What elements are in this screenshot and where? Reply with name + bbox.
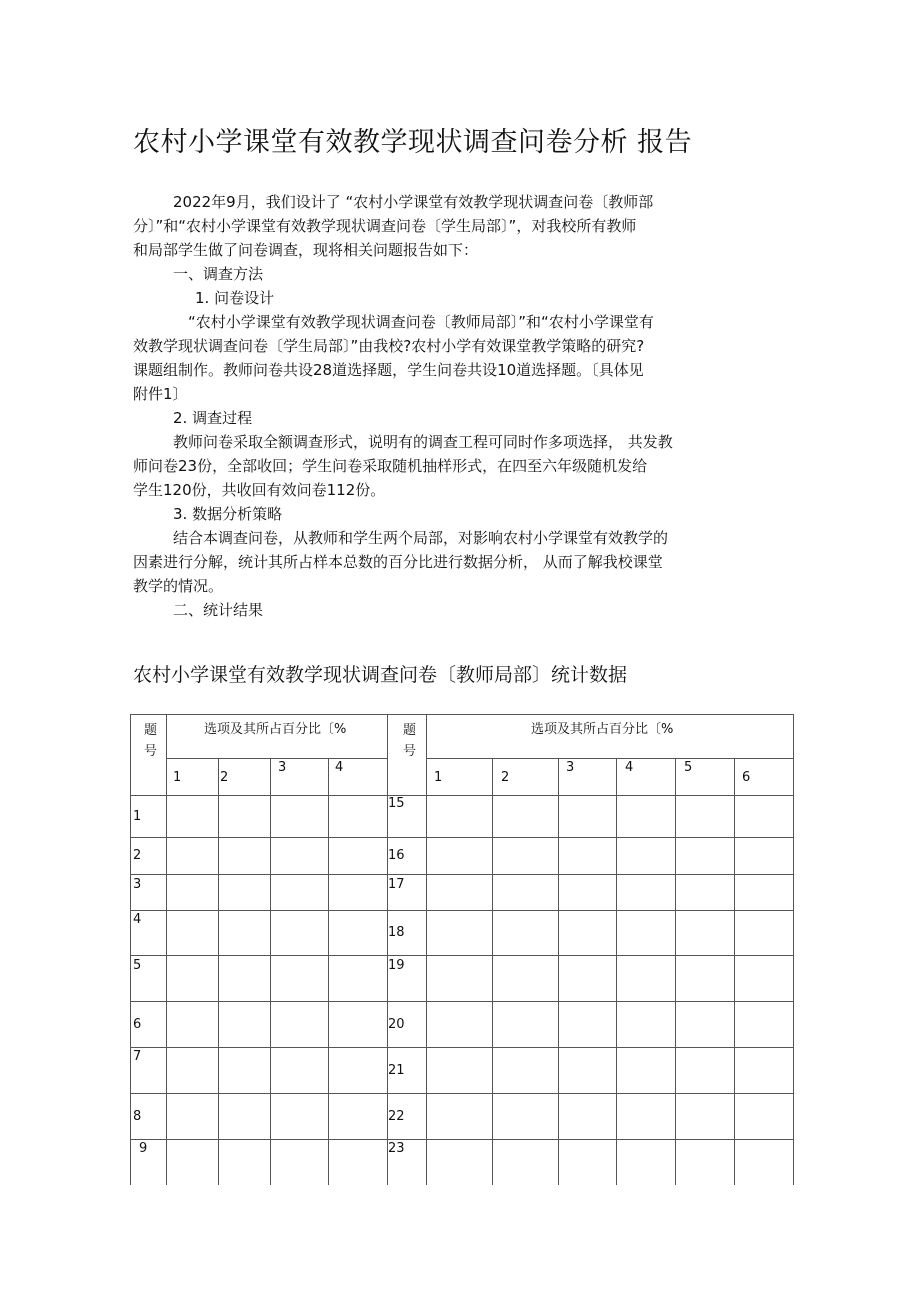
intro-paragraph	[133, 190, 758, 622]
table-border	[675, 758, 676, 1185]
question-number: 19	[388, 958, 405, 973]
table-border	[426, 715, 427, 1185]
intro-line: 分〕”和“农村小学课堂有效教学现状调查问卷〔学生局部〕”，对我校所有教师	[133, 217, 637, 235]
table-border	[734, 758, 735, 1185]
process-line: 教师问卷采取全额调查形式，说明有的调查工程可同时作多项选择， 共发教	[173, 433, 673, 451]
option-col-label: 4	[625, 760, 634, 775]
table-border	[131, 1047, 794, 1048]
qnum-header: 题	[144, 723, 158, 738]
option-col-label: 1	[173, 770, 182, 785]
question-number: 23	[388, 1141, 405, 1156]
qnum-header: 题	[403, 723, 417, 738]
option-col-label: 6	[742, 770, 751, 785]
section-heading-method: 一、调查方法	[173, 265, 264, 283]
table-border	[558, 758, 559, 1185]
table-border	[131, 955, 794, 956]
table-title: 农村小学课堂有效教学现状调查问卷〔教师局部〕统计数据	[133, 664, 628, 686]
design-line: 课题组制作。教师问卷共设28道选择题，学生问卷共设10道选择题。〔具体见	[133, 361, 644, 379]
question-number: 4	[133, 912, 142, 927]
option-col-label: 4	[335, 760, 344, 775]
question-number: 15	[388, 796, 405, 811]
design-line: “农村小学课堂有效教学现状调查问卷〔教师局部〕”和“农村小学课堂有	[188, 313, 654, 331]
question-number: 7	[133, 1049, 142, 1064]
subheading-questionnaire-design: 1. 问卷设计	[195, 289, 275, 307]
design-line: 效教学现状调查问卷〔学生局部〕”由我校?农村小学有效课堂教学策略的研究?	[133, 337, 645, 355]
table-border	[131, 910, 794, 911]
process-line: 师问卷23份，全部收回；学生问卷采取随机抽样形式，在四至六年级随机发给	[133, 457, 648, 475]
section-heading-results: 二、统计结果	[173, 601, 264, 619]
subheading-analysis-strategy: 3. 数据分析策略	[173, 505, 283, 523]
options-header-left: 选项及其所占百分比〔%	[204, 722, 347, 737]
table-border	[166, 715, 167, 1185]
question-number: 6	[133, 1017, 142, 1032]
subheading-survey-process: 2. 调查过程	[173, 409, 253, 427]
strategy-line: 教学的情况。	[133, 577, 224, 595]
options-header-right: 选项及其所占百分比〔%	[531, 722, 674, 737]
question-number: 8	[133, 1109, 142, 1124]
intro-line: 2022年9月，我们设计了 “农村小学课堂有效教学现状调查问卷〔教师部	[173, 193, 654, 211]
option-col-label: 3	[278, 760, 287, 775]
process-line: 学生120份，共收回有效问卷112份。	[133, 481, 386, 499]
question-number: 18	[388, 925, 405, 940]
question-number: 5	[133, 958, 142, 973]
table-border	[793, 715, 794, 1185]
table-border	[131, 1139, 794, 1140]
question-number: 21	[388, 1063, 405, 1078]
option-col-label: 5	[684, 760, 693, 775]
qnum-header: 号	[403, 744, 417, 759]
question-number: 22	[388, 1109, 405, 1124]
intro-line: 和局部学生做了问卷调查，现将相关问题报告如下：	[133, 241, 479, 259]
table-border	[270, 758, 271, 1185]
question-number: 20	[388, 1017, 405, 1032]
table-border	[131, 1093, 794, 1094]
table-border	[426, 758, 794, 759]
question-number: 16	[388, 848, 405, 863]
question-number: 2	[133, 848, 142, 863]
question-number: 3	[133, 877, 142, 892]
table-border	[166, 758, 387, 759]
table-border	[131, 795, 794, 796]
question-number: 17	[388, 877, 405, 892]
option-col-label: 2	[501, 770, 510, 785]
table-border	[131, 1001, 794, 1002]
document-title: 农村小学课堂有效教学现状调查问卷分析 报告	[133, 127, 693, 158]
qnum-header: 号	[144, 744, 158, 759]
table-border	[616, 758, 617, 1185]
table-border	[218, 758, 219, 1185]
table-border	[328, 758, 329, 1185]
question-number: 1	[133, 809, 142, 824]
question-number: 9	[139, 1141, 148, 1156]
option-col-label: 3	[566, 760, 575, 775]
option-col-label: 2	[220, 770, 229, 785]
statistics-table	[130, 714, 794, 1185]
table-border	[131, 837, 794, 838]
table-border	[131, 874, 794, 875]
option-col-label: 1	[434, 770, 443, 785]
design-line: 附件1〕	[133, 385, 188, 403]
table-border	[492, 758, 493, 1185]
strategy-line: 因素进行分解，统计其所占样本总数的百分比进行数据分析， 从而了解我校课堂	[133, 553, 663, 571]
strategy-line: 结合本调查问卷，从教师和学生两个局部，对影响农村小学课堂有效教学的	[173, 529, 669, 547]
